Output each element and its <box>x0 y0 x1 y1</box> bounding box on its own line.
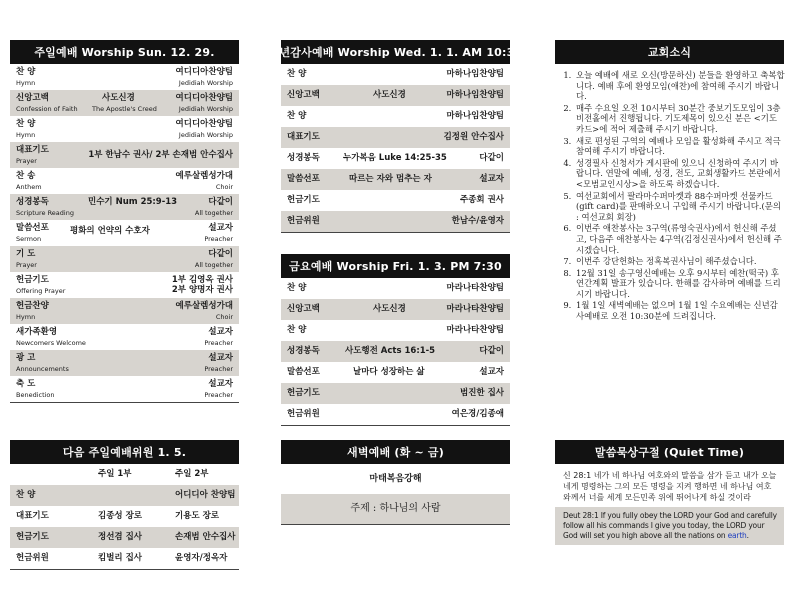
order-row <box>281 190 510 211</box>
news-item: 7. 이번주 강단헌화는 정혹복권사님이 해주셨습니다. <box>574 256 785 267</box>
sermon-title: 평화의 언약의 수호자 <box>70 226 150 236</box>
quiet-time-english-text: Deut 28:1 If you fully obey the LORD your God and carefully follow all his commands I give you today, the LORD your God will set you high above all the nations on <box>563 511 777 540</box>
news-item: 9. 1월 1일 새벽예배는 없으며 1월 1일 수요예배는 신년감사예배로 오전 10:30분에 드려집니다. <box>574 300 785 321</box>
order-content: 사도신경 <box>373 304 406 314</box>
order-label: 찬 양 <box>287 111 307 121</box>
order-row <box>281 64 510 85</box>
order-content-en: The Apostle's Creed <box>92 105 157 113</box>
dawn-theme: 주제 : 하나님의 사람 <box>281 494 510 525</box>
order-label: 헌금기도 <box>287 195 320 205</box>
news-title: 교회소식 <box>555 40 784 64</box>
order-label-en: Confession of Faith <box>16 105 78 113</box>
quiet-time-panel <box>555 440 784 545</box>
newyear-worship-title: 신년감사예배 Worship Wed. 1. 1. AM 10:30 <box>281 40 510 64</box>
order-leader-en: Jedidiah Worship <box>178 105 233 113</box>
sunday-order-list <box>10 64 239 403</box>
sermon-title: 날마다 성장하는 삶 <box>353 367 425 377</box>
dawn-worship-title: 새벽예배 (화 ~ 금) <box>281 440 510 464</box>
sunday-worship-title: 주일예배 Worship Sun. 12. 29. <box>10 40 239 64</box>
order-label-en: Hymn <box>16 313 36 321</box>
duty-second: 손재범 안수집사 <box>175 532 236 542</box>
order-row <box>10 220 239 246</box>
order-label: 기 도 <box>16 249 36 259</box>
order-leader: 마하나임찬양팀 <box>446 69 504 79</box>
order-label: 헌금기도 <box>287 388 320 398</box>
order-row <box>10 350 239 376</box>
order-label: 헌금기도 <box>16 275 49 285</box>
order-label: 대표기도 <box>287 132 320 142</box>
order-row <box>10 324 239 350</box>
order-leader: 주종회 권사 <box>459 195 504 205</box>
order-leader-en: Choir <box>215 183 233 191</box>
order-row <box>10 64 239 90</box>
order-leader: 설교자 <box>208 353 233 363</box>
order-row <box>281 299 510 320</box>
order-label: 성경봉독 <box>16 197 49 207</box>
quiet-time-title: 말씀묵상구절 (Quiet Time) <box>555 440 784 464</box>
order-label-en: Benediction <box>16 391 55 399</box>
duty-label: 헌금기도 <box>16 532 49 542</box>
friday-worship-panel <box>281 254 510 426</box>
order-leader: 여디디아찬양팀 <box>175 93 233 103</box>
order-label: 말씀선포 <box>287 174 320 184</box>
order-leader-en: All together <box>194 209 233 217</box>
duty-label: 헌금위원 <box>16 553 49 563</box>
order-label: 헌금찬양 <box>16 301 49 311</box>
order-row <box>281 278 510 299</box>
order-leader-en: Preacher <box>204 391 233 399</box>
order-leader-en: Preacher <box>204 235 233 243</box>
order-leader: 다같이 <box>479 153 504 163</box>
next-week-list <box>10 464 239 570</box>
next-week-title: 다음 주일예배위원 1. 5. <box>10 440 239 464</box>
order-row <box>10 376 239 402</box>
order-label: 말씀선포 <box>287 367 320 377</box>
order-leader-2: 2부 양명자 권사 <box>171 285 233 295</box>
order-label: 찬 양 <box>16 119 36 129</box>
order-content: 사도신경 <box>373 90 406 100</box>
order-row <box>10 194 239 220</box>
duty-label: 찬 양 <box>16 490 36 500</box>
quiet-time-english-end: . <box>746 531 749 540</box>
news-item: 8. 12월 31일 송구영신예배는 오후 9시부터 예찬(떡국) 후 연간계획 발표가 있습니다. 한해를 감사하며 예배를 드리시기 바랍니다. <box>574 268 785 300</box>
order-label: 성경봉독 <box>287 153 320 163</box>
order-label: 신앙고백 <box>287 304 320 314</box>
news-list <box>560 70 785 323</box>
duty-second: 어디디아 찬양팀 <box>175 490 236 500</box>
order-label: 새가족환영 <box>16 327 58 337</box>
order-leader: 마라나타찬양팀 <box>446 283 504 293</box>
order-leader: 범진한 집사 <box>459 388 504 398</box>
order-row <box>281 169 510 190</box>
order-content: 사도신경 <box>102 93 135 103</box>
order-label: 광 고 <box>16 353 36 363</box>
order-row <box>281 211 510 232</box>
order-label-en: Prayer <box>16 157 37 165</box>
order-row <box>281 127 510 148</box>
duty-first: 정선겸 집사 <box>98 532 143 542</box>
order-leader: 여디디아찬양팀 <box>175 67 233 77</box>
order-label: 찬 양 <box>287 69 307 79</box>
dawn-series: 마태복음강해 <box>369 474 422 484</box>
order-label: 찬 양 <box>287 325 307 335</box>
order-leader-en: Jedidiah Worship <box>178 79 233 87</box>
duty-label: 대표기도 <box>16 511 49 521</box>
dawn-worship-panel <box>281 440 510 525</box>
order-leader-en: Choir <box>215 313 233 321</box>
order-leader: 설교자 <box>208 379 233 389</box>
order-row <box>10 272 239 298</box>
order-leader: 설교자 <box>479 174 504 184</box>
newyear-worship-panel <box>268 40 523 233</box>
order-row <box>281 320 510 341</box>
order-row <box>281 148 510 169</box>
order-leader: 한남수/윤영자 <box>451 216 504 226</box>
order-row <box>10 246 239 272</box>
order-label: 신앙고백 <box>16 93 49 103</box>
order-row <box>10 298 239 324</box>
order-scripture: 사도행전 Acts 16:1-5 <box>345 346 436 356</box>
order-label-en: Announcements <box>16 365 69 373</box>
order-label: 찬 송 <box>16 171 36 181</box>
order-leader: 마하나임찬양팀 <box>446 111 504 121</box>
sermon-title: 따르는 자와 멈추는 자 <box>349 174 432 184</box>
order-leader: 다같이 <box>479 346 504 356</box>
news-item: 3. 새로 편성된 구역의 예배나 모임을 활성화해 주시고 적극 참여해 주시기 바랍니다. <box>574 136 785 157</box>
quiet-time-english <box>555 507 784 545</box>
duty-second: 기용도 장로 <box>175 511 220 521</box>
order-label: 성경봉독 <box>287 346 320 356</box>
sunday-worship-panel <box>10 40 239 403</box>
news-item: 6. 이번주 애찬봉사는 3구역(류영숙권사)에서 헌신해 주셨고, 다음주 애찬봉사는 4구역(김정신권사)에서 헌신해 주시겠습니다. <box>574 223 785 255</box>
order-leader-en: Jedidiah Worship <box>178 131 233 139</box>
order-label-en: Scripture Reading <box>16 209 74 217</box>
order-leader: 1부 한남수 권사/ 2부 손재범 안수집사 <box>88 150 233 160</box>
friday-order-list <box>281 278 510 426</box>
order-leader-en: Preacher <box>204 365 233 373</box>
column-second-service: 주일 2부 <box>175 469 209 479</box>
order-leader: 마하나임찬양팀 <box>446 90 504 100</box>
column-first-service: 주일 1부 <box>98 469 132 479</box>
order-leader: 마라나타찬양팀 <box>446 325 504 335</box>
order-label: 헌금위원 <box>287 409 320 419</box>
order-scripture: 민수기 Num 25:9-13 <box>88 197 178 207</box>
next-week-panel <box>10 440 239 570</box>
order-row <box>281 341 510 362</box>
order-leader: 다같이 <box>208 197 233 207</box>
order-row <box>281 383 510 404</box>
next-week-row <box>10 548 239 569</box>
next-week-row <box>10 485 239 506</box>
order-label-en: Hymn <box>16 131 36 139</box>
news-item: 5. 여선교회에서 팔라마수퍼마켓과 88수퍼마켓 선물카드(gift card)를 판매하오니 구입해 주시기 바랍니다.(문의 : 여선교회 회장) <box>574 191 785 223</box>
order-leader: 마라나타찬양팀 <box>446 304 504 314</box>
order-label-en: Anthem <box>16 183 42 191</box>
order-label-en: Prayer <box>16 261 37 269</box>
order-leader: 다같이 <box>208 249 233 259</box>
order-row <box>10 116 239 142</box>
order-row <box>281 85 510 106</box>
order-row <box>281 106 510 127</box>
next-week-header-row <box>10 464 239 485</box>
newyear-order-list <box>281 64 510 233</box>
order-label: 헌금위원 <box>287 216 320 226</box>
duty-second: 윤영자/정옥자 <box>175 553 228 563</box>
news-item: 2. 매주 수요일 오전 10시부터 30분간 중보기도모임이 3층 비전홀에서 진행됩니다. 기도제목이 있으신 분은 <기도카드>에 적어 제출해 주시기 바랍니다. <box>574 103 785 135</box>
order-label: 축 도 <box>16 379 36 389</box>
news-item: 4. 성경필사 신청서가 게시판에 있으니 신청하여 주시기 바랍니다. 연말에 예배, 성경, 전도, 교회생활카드 본란에서 <모범교인시상>을 하도록 하겠습니다. <box>574 158 785 190</box>
quiet-time-korean: 신 28:1 네가 네 하나님 여호와의 말씀을 삼가 듣고 내가 오늘 네게 명령하는 그의 모든 명령을 지켜 행하면 네 하나님 여호와께서 너를 세계 모든민족 위에 뛰어나게 하실 것이라 <box>563 471 777 502</box>
order-leader: 예루살렘성가대 <box>175 301 233 311</box>
order-leader: 1부 김영옥 권사 <box>171 275 233 285</box>
news-item: 1. 오늘 예배에 새로 오신(방문하신) 분들을 환영하고 축복합니다. 예배 후에 환영모임(애찬)에 참여해 주시기 바랍니다. <box>574 70 785 102</box>
order-leader: 설교자 <box>208 327 233 337</box>
order-leader-en: All together <box>194 261 233 269</box>
order-row <box>10 142 239 168</box>
order-leader: 여은경/김종애 <box>451 409 504 419</box>
order-scripture: 누가복음 Luke 14:25-35 <box>343 153 447 163</box>
order-leader-en: Preacher <box>204 339 233 347</box>
order-label: 찬 양 <box>16 67 36 77</box>
order-leader: 설교자 <box>208 223 233 233</box>
duty-first: 킴벌리 집사 <box>98 553 143 563</box>
order-label-en: Sermon <box>16 235 42 243</box>
order-row <box>10 90 239 116</box>
friday-worship-title: 금요예배 Worship Fri. 1. 3. PM 7:30 <box>281 254 510 278</box>
order-label-en: Newcomers Welcome <box>16 339 86 347</box>
order-label-en: Hymn <box>16 79 36 87</box>
next-week-row <box>10 506 239 527</box>
order-label: 신앙고백 <box>287 90 320 100</box>
order-label: 말씀선포 <box>16 223 49 233</box>
order-label: 찬 양 <box>287 283 307 293</box>
order-label: 대표기도 <box>16 145 49 155</box>
order-leader: 예루살렘성가대 <box>175 171 233 181</box>
order-row <box>281 404 510 425</box>
order-label-en: Offering Prayer <box>16 287 66 295</box>
order-row <box>281 362 510 383</box>
order-row <box>10 168 239 194</box>
earth-link[interactable]: earth <box>727 531 747 540</box>
order-leader: 설교자 <box>479 367 504 377</box>
order-leader: 김정원 안수집사 <box>443 132 504 142</box>
order-leader: 여디디아찬양팀 <box>175 119 233 129</box>
news-panel <box>555 40 784 64</box>
duty-first: 김종성 장로 <box>98 511 143 521</box>
next-week-row <box>10 527 239 548</box>
